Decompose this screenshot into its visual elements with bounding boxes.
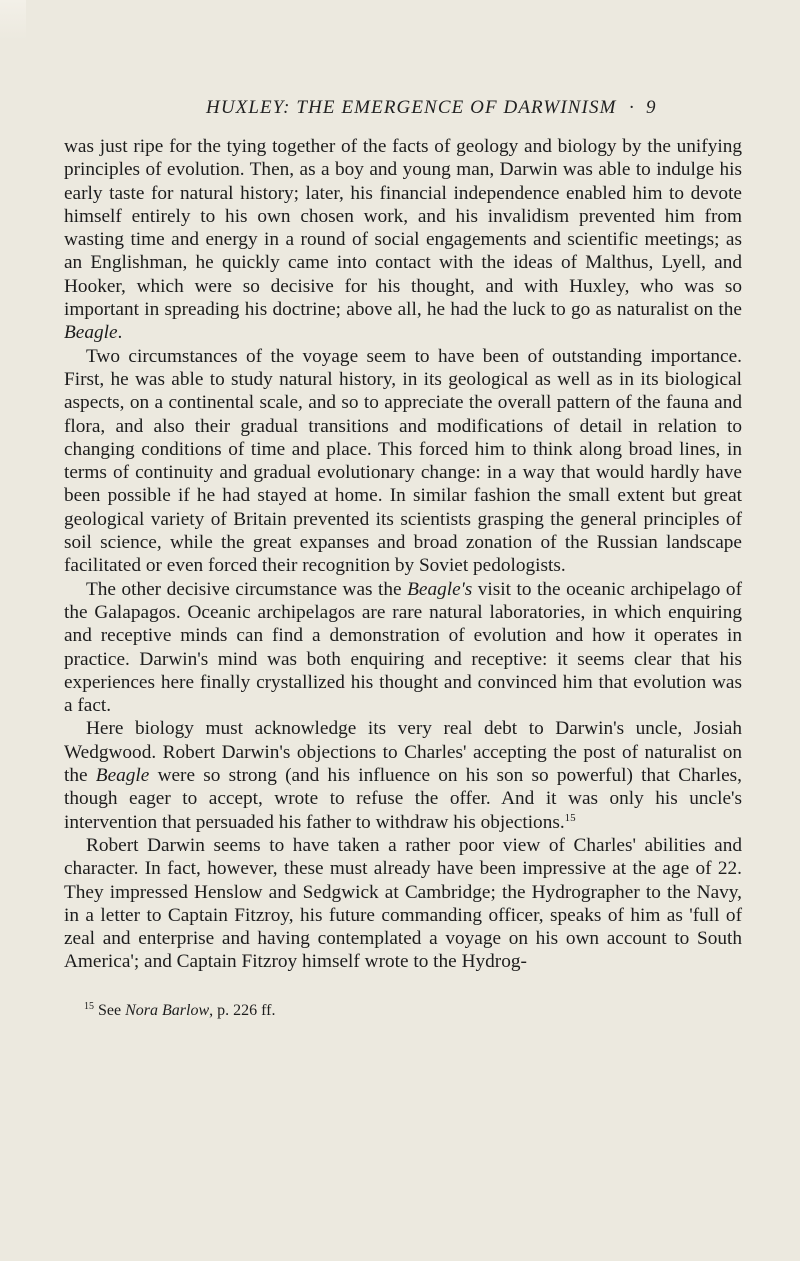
- running-header: [206, 97, 657, 119]
- text-run: Two circumstances of the voyage seem to have been of outstanding importance. First, he was able to study natural history, in its geological as well as in its biological aspects, on a continental scale, and so to appreciate the overall pattern of the fauna and flora, and also their gradual transitions and modifications of detail in relation to changing conditions of time and place. This forced him to think along broad lines, in terms of continuity and gradual evolutionary change: in a way that would hardly have been possible if he had stayed at home. In similar fashion the small extent but great geological variety of Britain prevented its scientists grasping the general principles of soil science, while the great expanses and broad zonation of the Russian landscape facilitated or even forced their recognition by Soviet pedologists.: [64, 345, 742, 577]
- footnote: [84, 1002, 276, 1020]
- paragraph: [64, 834, 742, 974]
- italic-text: Beagle: [64, 322, 118, 344]
- italic-text: Beagle's: [407, 578, 473, 600]
- footnote-suffix: , p. 226 ff.: [209, 1002, 276, 1019]
- footnote-number: 15: [84, 1001, 94, 1012]
- footnote-reference: 15: [564, 811, 576, 824]
- paragraph: [64, 717, 742, 833]
- paragraph: [64, 578, 742, 718]
- paragraph: [64, 345, 742, 578]
- header-separator: ·: [628, 97, 636, 118]
- footnote-prefix: See: [98, 1002, 126, 1019]
- text-run: .: [117, 322, 123, 344]
- text-run: Here biology must acknowledge its very real debt to Darwin's uncle, Josiah Wedgwood. Robert Darwin's objections to Charles' accepting the post of naturalist on the: [64, 718, 742, 787]
- paragraph: [64, 135, 742, 345]
- footnote-title: Nora Barlow: [125, 1002, 210, 1019]
- text-run: was just ripe for the tying together of the facts of geology and biology by the unifying principles of evolution. Then, as a boy and young man, Darwin was able to indulge his early taste for natural history; later, his financial independence enabled him to devote himself entirely to his own chosen work, and his invalidism prevented him from wasting time and energy in a round of social engagements and scientific meetings; as an Englishman, he quickly came into contact with the ideas of Malthus, Lyell, and Hooker, which were so decisive for his thought, and with Huxley, who was so important in spreading his doctrine; above all, he had the luck to go as naturalist on the: [64, 136, 742, 321]
- text-run: were so strong (and his influence on his son so powerful) that Charles, though eager to accept, wrote to refuse the offer. And it was only his uncle's intervention that persuaded his father to withdraw his objections.: [64, 765, 742, 833]
- text-run: visit to the oceanic archipelago of the Galapagos. Oceanic archipelagos are rare natural laboratories, in which enquiring and receptive minds can find a demonstration of evolution and how it operates in practice. Darwin's mind was both enquiring and receptive: it seems clear that his experiences here finally crystallized his thought and convinced him that evolution was a fact.: [64, 578, 742, 717]
- body-text: [64, 135, 742, 974]
- text-run: Robert Darwin seems to have taken a rather poor view of Charles' abilities and character. In fact, however, these must already have been impressive at the age of 22. They impressed Henslow and Sedgwick at Cambridge; the Hydrographer to the Navy, in a letter to Captain Fitzroy, his future commanding officer, speaks of him as 'full of zeal and enterprise and having contemplated a voyage on his own account to South America'; and Captain Fitzroy himself wrote to the Hydrog-: [64, 834, 742, 973]
- text-run: The other decisive circumstance was the: [86, 578, 408, 600]
- running-title: HUXLEY: THE EMERGENCE OF DARWINISM: [206, 97, 617, 118]
- italic-text: Beagle: [95, 765, 150, 787]
- page-number: 9: [645, 97, 657, 118]
- page-corner: [0, 0, 26, 40]
